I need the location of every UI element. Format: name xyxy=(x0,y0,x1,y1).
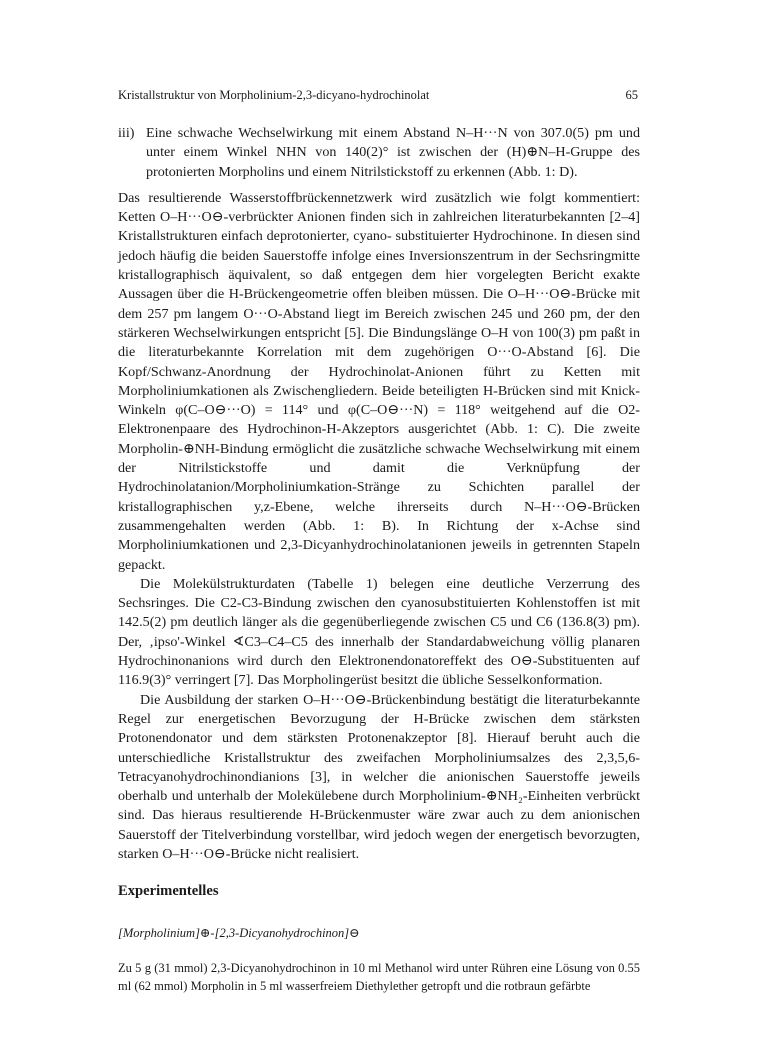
section-heading: Experimentelles xyxy=(118,883,219,900)
running-header xyxy=(118,88,638,103)
running-title: Kristallstruktur von Morpholinium-2,3-dicyano-hydrochinolat xyxy=(118,88,430,102)
list-marker: iii) xyxy=(118,125,135,141)
experimental-paragraph: Zu 5 g (31 mmol) 2,3-Dicyanohydrochinon in 10 ml Methanol wird unter Rühren eine Lösung von 0.55 ml (62 mmol) Morpholin in 5 ml wasserfreiem Diethylether getropft und die rotbraun gefärbte xyxy=(118,960,640,993)
list-item-text: Eine schwache Wechselwirkung mit einem Abstand N–H···N von 307.0(5) pm und unter einem Winkel NHN von 140(2)° ist zwischen der (H)⊕N–H-Gruppe des protonierten Morpholins und einem Nitrilstickstoff zu erkennen (Abb. 1: D). xyxy=(146,125,640,180)
paragraph-molecular-structure: Die Molekülstrukturdaten (Tabelle 1) belegen eine deutliche Verzerrung des Sechsringes. Die C2-C3-Bindung zwischen den cyanosubstituierten Kohlenstoffen ist mit 142.5(2) pm deutlich länger als die gegenüberliegende zwischen C5 und C6 (136.8(3) pm). Der, ‚ipso'-Winkel ∢C3–C4–C5 des innerhalb der Standardabweichung völlig planaren Hydrochinonanions wird durch den Elektronendonatoreffekt des O⊖-Substituenten auf 116.9(3)° verringert [7]. Das Morpholingerüst besitzt die übliche Sesselkonformation. xyxy=(118,575,640,689)
paragraph-hydrogen-bond-network: Das resultierende Wasserstoffbrückennetzwerk wird zusätzlich wie folgt kommentiert: Ketten O–H···O⊖-verbrückter Anionen finden sich in zahlreichen literaturbekannten [2–4] Kristallstrukturen einfach deprotonierter, cyano- substituierter Hydrochinone. In diesen sind jedoch häufig die beiden Sauerstoffe infolge eines Inversionszentrum in der Sechsringmitte kristallographisch äquivalent, so daß entgegen dem hier vorgelegten Bericht exakte Aussagen über die H-Brückengeometrie offen bleiben müssen. Die O–H···O⊖-Brücke mit dem 257 pm langem O···O-Abstand liegt im Bereich zwischen 245 und 260 pm, der den stärkeren Wechselwirkungen entspricht [5]. Die Bindungslänge O–H von 100(3) pm paßt in die literaturbekannte Korrelation mit dem zugehörigen O···O-Abstand [6]. Die Kopf/Schwanz-Anordnung der Hydrochinolat-Anionen führt zu Ketten mit Morpholiniumkationen als Zwischengliedern. Beide beteiligten H-Brücken sind mit Knick-Winkeln φ(C–O⊖···O) = 114° und φ(C–O⊖···N) = 118° weitgehend auf die O2-Elektronenpaare des Hydrochinon-H-Akzeptors ausgerichtet (Abb. 1: C). Die zweite Morpholin-⊕NH-Bindung ermöglicht die zusätzliche schwache Wechselwirkung mit einem der Nitrilstickstoffe und damit die Verknüpfung der Hydrochinolatanion/Morpholiniumkation-Stränge zu Schichten parallel der kristallographischen y,z-Ebene, welche ihrerseits durch N–H···O⊖-Brücken zusammengehalten werden (Abb. 1: B). In Richtung der x-Achse sind Morpholiniumkationen und 2,3-Dicyanhydrochinolatanionen jeweils in getrennten Stapeln gepackt. xyxy=(118,189,640,573)
page-number: 65 xyxy=(625,88,638,102)
list-item-iii xyxy=(118,124,640,182)
paragraph-bond-formation: Die Ausbildung der starken O–H···O⊖-Brückenbindung bestätigt die literaturbekannte Regel zur energetischen Bevorzugung der H-Brücke zwischen dem stärksten Protonendonator und dem stärksten Protonenakzeptor [8]. Hierauf beruht auch die unterschiedliche Kristallstruktur des zweifachen Morpholiniumsalzes des 2,3,5,6-Tetracyanohydrochinondianions [3], in welcher die anionischen Sauerstoffe jeweils oberhalb und unterhalb der Molekülebene durch Morpholinium-⊕NH₂-Einheiten verbrückt sind. Das hieraus resultierende H-Brückenmuster wäre zwar auch zu dem anionischen Sauerstoff der Titelverbindung vorstellbar, wird jedoch wegen der energetisch bevorzugten, starken O–H···O⊖-Brücke nicht realisiert. xyxy=(118,691,640,862)
compound-subheading: [Morpholinium]⊕-[2,3-Dicyanohydrochinon]⊖ xyxy=(118,925,360,940)
body-text xyxy=(118,124,640,995)
